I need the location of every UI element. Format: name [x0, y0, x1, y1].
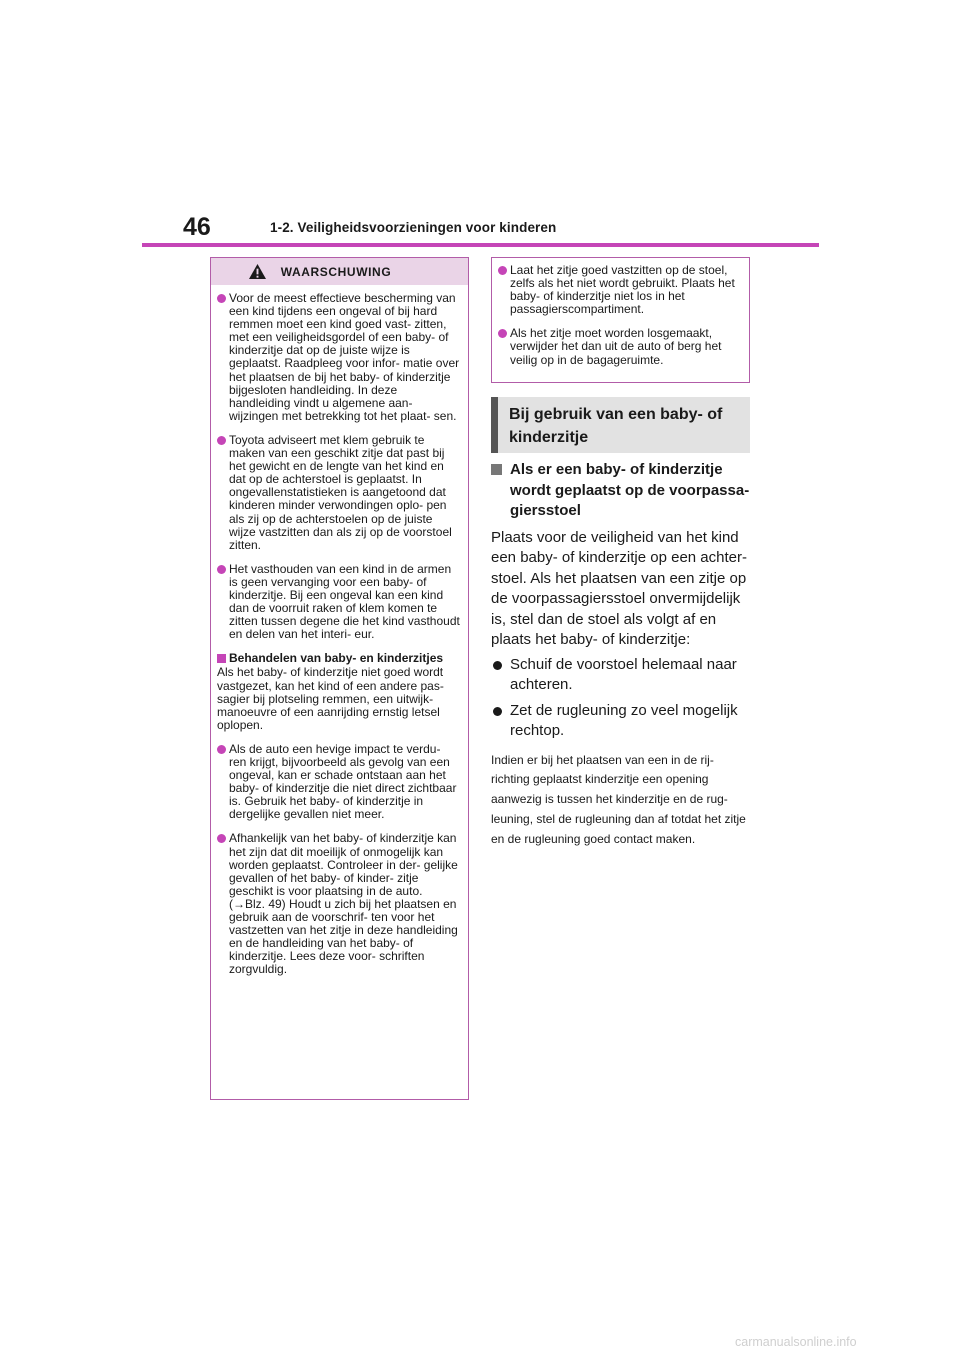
bullet-icon [217, 294, 226, 303]
list-item [217, 832, 461, 976]
warning-box [210, 257, 469, 1100]
warning-subheading [217, 652, 461, 665]
section-heading: Bij gebruik van een baby- of kinderzitje [491, 397, 750, 453]
list-item-text: Als de auto een hevige impact te verdu- ren krijgt, bijvoorbeeld als gevolg van een ongeval, kan er schade ontstaan aan het baby- of kinderzitje die niet direct zichtbaar is. Gebruik het baby- of kinderzitje in dergelijke gevallen niet meer. [229, 741, 457, 822]
bullet-icon [217, 436, 226, 445]
list-item [217, 743, 461, 822]
watermark: carmanualsonline.info [735, 1335, 857, 1349]
bullet-icon [217, 745, 226, 754]
bullet-icon [217, 565, 226, 574]
list-item-text: Als het zitje moet worden losgemaakt, verwijder het dan uit de auto of berg het veilig op in de bagageruimte. [510, 326, 722, 367]
step-text: Zet de rugleuning zo veel mogelijk rechtop. [510, 701, 738, 739]
intro-paragraph: Plaats voor de veiligheid van het kind een baby- of kinderzitje op een achter- stoel. Als het plaatsen van een zitje op de voorpassagiersstoel onvermijdelijk is, stel dan de stoel als volgt af en plaats het baby- of kinderzitje: [491, 528, 747, 648]
bullet-icon [493, 661, 502, 670]
list-item-text: Voor de meest effectieve bescherming van een kind tijdens een ongeval of bij hard remmen moet een kind goed vast- zitten, met een veiligheidsgordel of een baby- of kinderzitje dat op de juiste wijze is geplaatst. Raadpleeg voor infor- matie over het plaatsen de bij het baby- of kinderzitje bijgesloten handleiding. In deze handleiding vindt u algemene aan- wijzingen met betrekking tot het plaat- sen. [229, 291, 460, 423]
warning-header [211, 258, 468, 285]
list-item [498, 327, 742, 366]
list-item-text: Het vasthouden van een kind in de armen is geen vervanging voor een baby- of kinderzitje. Bij een ongeval kan een kind dan de voorruit raken of klem komen te zitten tussen degene die het kind vasthoudt en delen van het interi- eur. [229, 561, 460, 642]
list-item [217, 563, 461, 642]
square-bullet-icon [491, 464, 502, 475]
page-number: 46 [183, 213, 211, 241]
bullet-icon [493, 707, 502, 716]
step-text: Schuif de voorstoel helemaal naar achteren. [510, 655, 737, 693]
bullet-icon [217, 834, 226, 843]
warning-continued-box [491, 257, 750, 383]
list-item-text: Toyota adviseert met klem gebruik te maken van een geschikt zitje dat past bij het gewicht en de lengte van het kind en dat op de achterstoel is geplaatst. In ongevallenstatistieken is aangetoond dat kinderen minder verwondingen oplo- pen als zij op de achterstoelen op de juiste wijze vastzitten dan als zij op de voorstoel zitten. [229, 432, 452, 552]
warning-body [211, 285, 468, 977]
warning-title: WAARSCHUWING [280, 264, 392, 279]
list-item [498, 264, 742, 316]
header-divider [142, 243, 819, 247]
list-item [217, 434, 461, 552]
list-item-text: Afhankelijk van het baby- of kinderzitje kan het zijn dat dit moeilijk of onmogelijk kan worden geplaatst. Controleer in der- gelijke gevallen of het baby- of kinder- zitje geschikt is voor plaatsing in de auto. (→Blz. 49) Houdt u zich bij het plaatsen en gebruik aan de voorschrif- ten voor het vastzetten van het zitje in deze handleiding en de handleiding van het baby- of kinderzitje. Lees deze voor- schriften zorgvuldig. [229, 831, 458, 977]
section-body [491, 460, 750, 849]
step-item [491, 701, 750, 742]
square-bullet-icon [217, 654, 226, 663]
warning-subheading-paragraph: Als het baby- of kinderzitje niet goed wordt vastgezet, kan het kind of een andere pas- sagier bij plotseling remmen, een uitwijk- manoeuvre of een aanrijding ernstig letsel oplopen. [217, 665, 444, 732]
warning-subheading-text: Behandelen van baby- en kinderzitjes [229, 651, 444, 666]
list-item [217, 292, 461, 423]
section-title: 1-2. Veiligheidsvoorzieningen voor kinderen [270, 220, 557, 235]
section-subheading [491, 460, 750, 522]
warning-triangle-icon [248, 263, 267, 280]
section-subheading-text: Als er een baby- of kinderzitje wordt geplaatst op de voorpassa- giersstoel [510, 461, 750, 519]
bullet-icon [498, 266, 507, 275]
step-item [491, 655, 750, 696]
note-paragraph: Indien er bij het plaatsen van een in de rij- richting geplaatst kinderzitje een opening aanwezig is tussen het kinderzitje en de rug- leuning, stel de rugleuning dan af totdat het zitje en de rugleuning goed contact maken. [491, 752, 746, 846]
list-item-text: Laat het zitje goed vastzitten op de stoel, zelfs als het niet wordt gebruikt. Plaats het baby- of kinderzitje niet los in het passagierscompartiment. [510, 263, 735, 317]
bullet-icon [498, 329, 507, 338]
